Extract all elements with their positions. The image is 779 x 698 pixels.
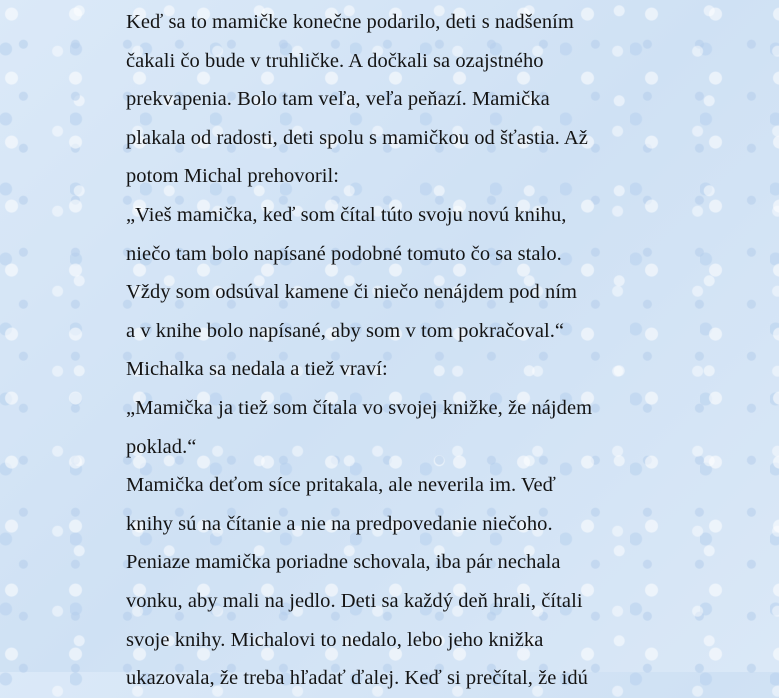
paragraph-line: čakali čo bude v truhličke. A dočkali sa ozajstného xyxy=(126,49,544,72)
paragraph-line: svoje knihy. Michalovi to nedalo, lebo jeho knižka xyxy=(126,628,544,651)
quote-line: Vždy som odsúval kamene či niečo nenájdem pod ním xyxy=(126,281,578,304)
paragraph-line-partial: ukazovala, že treba hľadať ďalej. Keď si prečítal, že idú xyxy=(126,667,588,690)
quote-line: „Mamička ja tiež som čítala vo svojej knižke, že nájdem xyxy=(126,396,593,419)
paragraph-line: Peniaze mamička poriadne schovala, iba pár nechala xyxy=(126,551,561,574)
quote-line: poklad.“ xyxy=(126,435,197,458)
paragraph-line: knihy sú na čítanie a nie na predpovedanie niečoho. xyxy=(126,512,553,535)
paragraph-line: Keď sa to mamičke konečne podarilo, deti s nadšením xyxy=(126,11,574,33)
paragraph-line: plakala od radosti, deti spolu s mamičkou od šťastia. Až xyxy=(126,126,588,149)
paragraph-line: potom Michal prehovoril: xyxy=(126,165,339,188)
paragraph-line: prekvapenia. Bolo tam veľa, veľa peňazí. Mamička xyxy=(126,88,550,111)
story-text-block xyxy=(126,3,666,690)
paragraph-line: Mamička deťom síce pritakala, ale neverila im. Veď xyxy=(126,474,556,497)
paragraph-line: Michalka sa nedala a tiež vraví: xyxy=(126,358,388,381)
quote-line: „Vieš mamička, keď som čítal túto svoju novú knihu, xyxy=(126,203,567,226)
quote-line: niečo tam bolo napísané podobné tomuto čo sa stalo. xyxy=(126,242,562,265)
paragraph-line: vonku, aby mali na jedlo. Deti sa každý deň hrali, čítali xyxy=(126,589,583,612)
quote-line: a v knihe bolo napísané, aby som v tom pokračoval.“ xyxy=(126,319,565,342)
